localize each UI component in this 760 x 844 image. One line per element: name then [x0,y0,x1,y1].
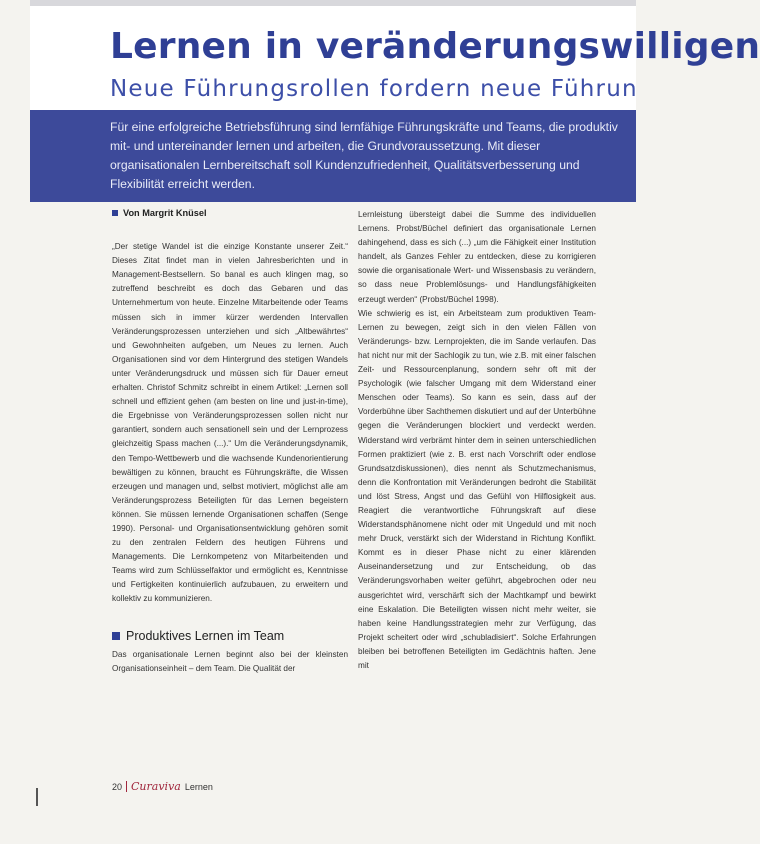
footer-divider [126,781,127,792]
page-footer [112,780,213,793]
section-heading [112,629,348,643]
magazine-logo: Curaviva [131,780,181,793]
header-banner [30,6,760,202]
page-subtitle: Neue Führungsrollen fordern neue Führun [110,76,638,102]
author-byline [112,206,348,220]
body-paragraph: Wie schwierig es ist, ein Arbeitsteam zum produktiven Team-Lernen zu bewegen, zeigt sich in den vielen Fällen von Veränderungs- bzw. Lernprojekten, die im Sande verlaufen. Das hat nicht nur mit der Sachlogik zu tun, wie z.B. mit einer falschen Zeit- und Ressourcenplanung, sondern sehr oft mit der Psychologik (wie falscher Umgang mit dem Widerstand einer Menschen oder Teams). So kann es sein, dass auf der Vorderbühne über Sachthemen diskutiert und auf der Unterbühne gegen die Veränderungen blockiert und verdeckt werden. Widerstand wird verbrämt hinter dem in seinen unterschiedlichen Formen praktiziert (wie z. B. erst nach Vorschrift oder endlose Grundsatzdiskussionen), dies nennt als Schutzmechanismus, denn die Konfrontation mit Veränderungen bedroht die Stabilität und löst Stress, Angst und das Gefühl von Hilflosigkeit aus. Reagiert die verantwortliche Führungskraft auf diese Widerstandsphänomene nicht oder mit Ungeduld und mit noch mehr Druck, verstärkt sich der Widerstand in Richtung Konflikt. Kommt es in dieser Phase nicht zu einer klärenden Auseinandersetzung und zur Entscheidung, ob das Veränderungsvorhaben weiter geführt, abgebrochen oder neu ausgerichtet wird, verschärft sich der Machtkampf und bewirkt eine Eskalation. Die Beteiligten wissen nicht mehr weiter, sie haben keine Handlungsstrategien mehr zur Verfügung, das Projekt scheitert oder wird „schubladisiert“. Solche Erfahrungen bleiben bei betroffenen Beteiligten im Gedächtnis haften. Jene mit [358,308,596,670]
section-heading-text: Produktives Lernen im Team [126,628,285,643]
footer-section: Lernen [184,781,213,792]
article-column-right [358,208,596,673]
body-paragraph: Lernleistung übersteigt dabei die Summe des individuellen Lernens. Probst/Büchel definiert das organisationale Lernen dahingehend, dass es sich (...) „um die Fähigkeit einer Institution handelt, als Ganzes Fehler zu entdecken, diese zu korrigieren sowie die organisationale Wert- und Wissensbasis zu verändern, so dass neue Problemlösungs- und Handlungsfähigkeiten erzeugt werden“ (Probst/Büchel 1998). [358,210,596,304]
bullet-square-icon [112,210,118,216]
body-paragraph: „Der stetige Wandel ist die einzige Konstante unserer Zeit.“ Dieses Zitat findet man in vielen Jahresberichten und in Management-Bestsellern. So banal es auch klingen mag, so zutreffend beschreibt es doch das Gebaren und das Unternehmertum von heute. Einzelne Mitarbeitende oder Teams müssen sich in immer kürzer werdenden Intervallen Veränderungsprozessen unterziehen und sich „Altbewährtes“ und Gewohnheiten aufgeben, um Neues zu lernen. Auch Organisationen sind vor dem Hintergrund des stetigen Wandels unter Veränderungsdruck und müssen sich für Dauer erneut erhalten. Christof Schmitz schreibt in einem Artikel: „Lernen soll schnell und effizient gehen (am besten on line und just-in-time), die Ergebnisse von Veränderungsprozessen sollen nicht nur garantiert, sondern auch sensationell sein und der Lernprozess gleichzeitig Spass machen (...).“ Um die Veränderungsdynamik, den Tempo-Wettbewerb und die wachsende Kundenorientierung bewältigen zu können, braucht es Führungskräfte, die Wissen erzeugen und managen und, selbst motiviert, möglichst alle am Veränderungsprozess Beteiligten für das Lernen begeistern können. Sie müssen lernende Organisationen schaffen (Senge 1990). Personal- und Organisationsentwicklung gehören somit zu den zentralen Feldern des heutigen Führens und Managements. Die Lernkompetenz von Mitarbeitenden und Teams wird zum Schlüsselfaktor und ermöglicht es, Kenntnisse und Fertigkeiten kontinuierlich aufzubauen, zu erweitern und kollektiv zu kommunizieren. [112,242,348,604]
binding-mark [36,788,38,806]
page-title: Lernen in veränderungswilligen [110,26,760,67]
page-number: 20 [112,781,123,792]
body-paragraph: Das organisationale Lernen beginnt also bei der kleinsten Organisationseinheit – dem Team. Die Qualität der [112,649,348,673]
author-name: Von Margrit Knüsel [123,208,207,218]
article-column-left [112,206,348,676]
intro-lead: Für eine erfolgreiche Betriebsführung sind lernfähige Führungskräfte und Teams, die produktiv mit- und untereinander lernen und arbeiten, die Grundvoraussetzung. Mit dieser organisationalen Lernbereitschaft soll Kundenzufriedenheit, Qualitätsverbesserung und Flexibilität erreicht werden. [110,120,618,191]
bullet-square-icon [112,632,120,640]
